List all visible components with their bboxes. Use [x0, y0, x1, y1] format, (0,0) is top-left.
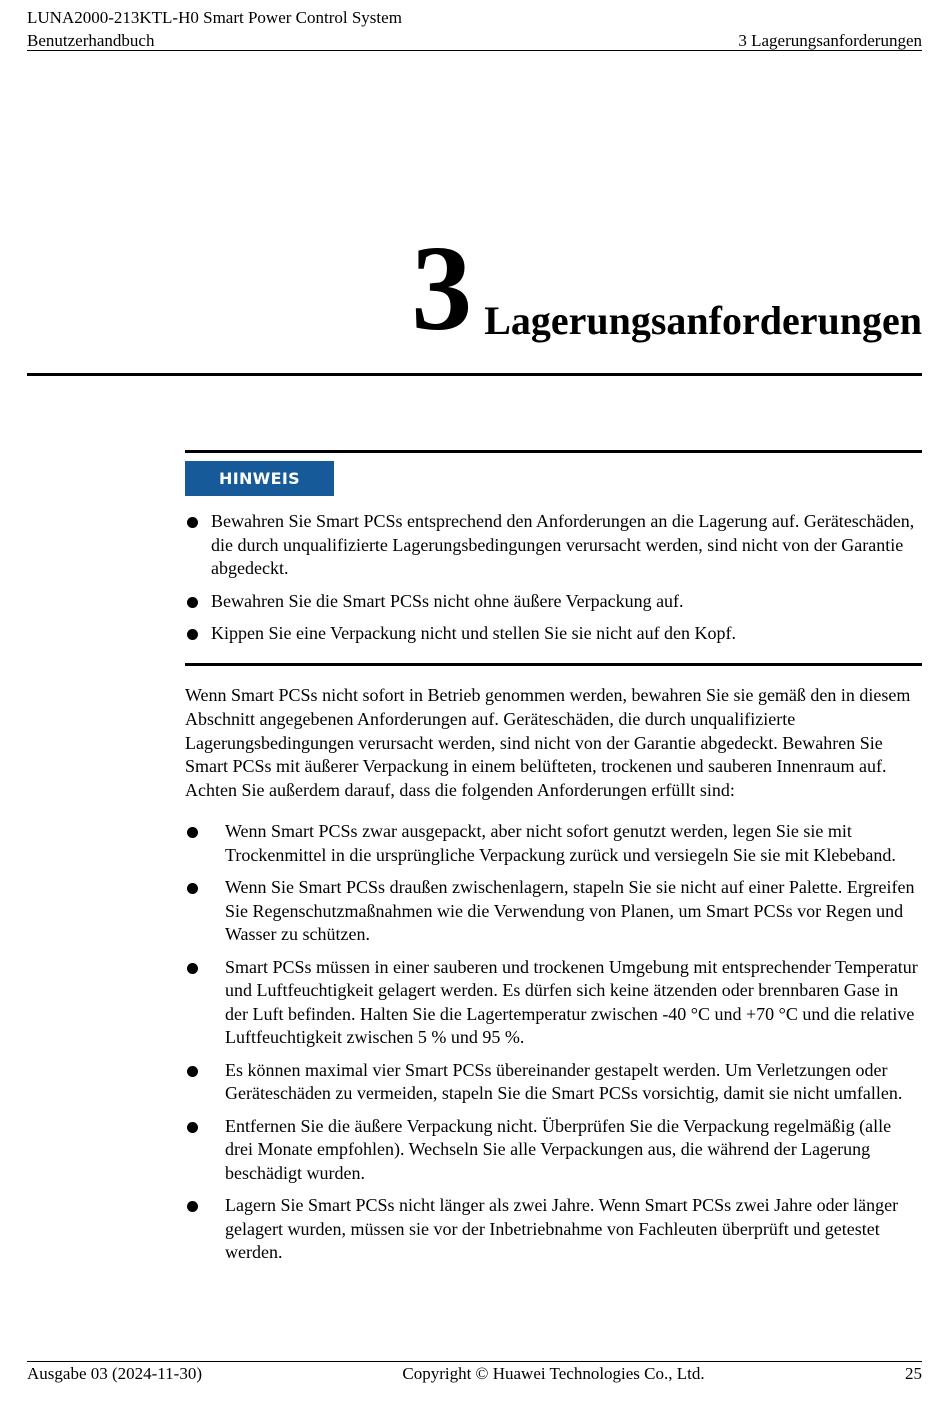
page-footer [27, 1363, 922, 1385]
chapter-title: Lagerungsanforderungen [484, 298, 922, 343]
requirement-item [185, 1059, 922, 1106]
requirement-item [185, 1115, 922, 1186]
requirement-text: Lagern Sie Smart PCSs nicht länger als zwei Jahre. Wenn Smart PCSs zwei Jahre oder länger gelagert wurden, müssen sie vor der Inbetriebnahme von Fachleuten überprüft und getestet werden. [225, 1195, 899, 1262]
requirement-text: Entfernen Sie die äußere Verpackung nicht. Überprüfen Sie die Verpackung regelmäßig (alle drei Monate empfohlen). Wechseln Sie alle Verpackungen aus, die während der Lagerung beschädigt wurden. [225, 1115, 892, 1183]
bullet-icon [187, 517, 198, 528]
note-top-rule [185, 450, 922, 453]
bullet-icon [187, 1201, 198, 1212]
requirement-item [185, 876, 922, 947]
chapter-number: 3 [411, 221, 473, 356]
requirement-item [185, 956, 922, 1050]
chapter-heading [411, 221, 922, 356]
note-item [185, 510, 920, 581]
requirements-list [185, 820, 922, 1274]
bullet-icon [187, 629, 198, 640]
bullet-icon [187, 1122, 198, 1133]
note-bottom-rule [185, 663, 922, 666]
requirement-item [185, 820, 922, 867]
header-manual-title: Benutzerhandbuch [27, 31, 155, 50]
note-item [185, 622, 920, 646]
chapter-divider [27, 373, 922, 376]
footer-page-number: 25 [904, 1364, 922, 1383]
header-product-title: LUNA2000-213KTL-H0 Smart Power Control System [27, 8, 402, 27]
requirement-text: Es können maximal vier Smart PCSs übereinander gestapelt werden. Um Verletzungen oder Geräteschäden zu vermeiden, stapeln Sie die Smart PCSs vorsichtig, damit sie nicht umfallen. [225, 1059, 903, 1103]
bullet-icon [187, 827, 198, 838]
note-item-text: Bewahren Sie die Smart PCSs nicht ohne äußere Verpackung auf. [211, 590, 684, 611]
footer-issue: Ausgabe 03 (2024-11-30) [27, 1364, 202, 1383]
header-section-title: 3 Lagerungsanforderungen [738, 31, 922, 50]
bullet-icon [187, 963, 198, 974]
note-item-text: Bewahren Sie Smart PCSs entsprechend den Anforderungen an die Lagerung auf. Geräteschäden, die durch unqualifizierte Lagerungsbedingungen verursacht werden, sind nicht von der Garantie abgedeckt. [211, 511, 915, 578]
note-item [185, 590, 920, 614]
header-divider [27, 50, 922, 51]
intro-paragraph: Wenn Smart PCSs nicht sofort in Betrieb genommen werden, bewahren Sie sie gemäß den in diesem Abschnitt angegebenen Anforderungen auf. Geräteschäden, die durch unqualifizierte Lagerungsbedingungen verursacht werden, sind nicht von der Garantie abgedeckt. Bewahren Sie Smart PCSs mit äußerer Verpackung in einem belüfteten, trockenen und sauberen Innenraum auf. Achten Sie außerdem darauf, dass die folgenden Anforderungen erfüllt sind: [185, 685, 911, 801]
note-label: HINWEIS [185, 461, 334, 496]
note-list [185, 510, 920, 655]
requirement-text: Wenn Smart PCSs zwar ausgepackt, aber nicht sofort genutzt werden, legen Sie sie mit Trockenmittel in die ursprüngliche Verpackung zurück und versiegeln Sie sie mit Klebeband. [225, 821, 896, 865]
requirement-item [185, 1194, 922, 1265]
footer-divider [27, 1361, 922, 1362]
bullet-icon [187, 883, 198, 894]
requirement-text: Wenn Sie Smart PCSs draußen zwischenlagern, stapeln Sie sie nicht auf einer Palette. Ergreifen Sie Regenschutzmaßnahmen wie die Verwendung von Planen, um Smart PCSs vor Regen und Wasser zu schützen. [225, 877, 915, 944]
footer-copyright: Copyright © Huawei Technologies Co., Ltd. [402, 1364, 705, 1383]
requirement-text: Smart PCSs müssen in einer sauberen und trockenen Umgebung mit entsprechender Temperatur und Luftfeuchtigkeit gelagert werden. Es dürfen sich keine ätzenden oder brennbaren Gase in der Luft befinden. Halten Sie die Lagertemperatur zwischen -40 °C und +70 °C und die relative Luftfeuchtigkeit zwischen 5 % und 95 %. [225, 956, 918, 1047]
bullet-icon [187, 1066, 198, 1077]
page-header [27, 6, 922, 52]
bullet-icon [187, 597, 198, 608]
note-item-text: Kippen Sie eine Verpackung nicht und stellen Sie sie nicht auf den Kopf. [211, 623, 737, 643]
